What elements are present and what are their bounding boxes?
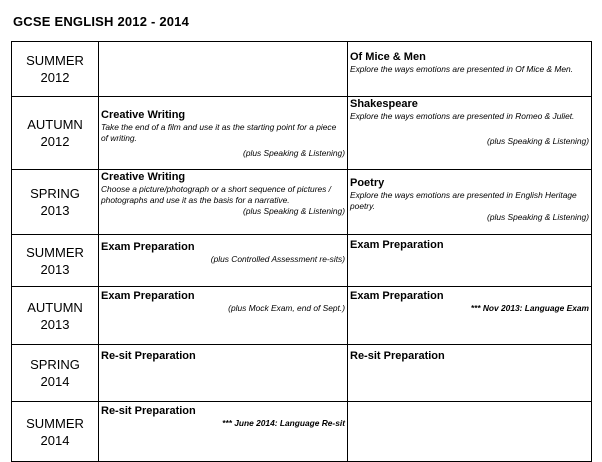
term-year: 2014 <box>40 374 70 389</box>
left-cell <box>99 287 348 345</box>
cell-heading: Re-sit Preparation <box>350 350 445 362</box>
table-row <box>12 345 592 402</box>
schedule-table <box>11 41 592 462</box>
right-cell <box>348 402 592 462</box>
left-cell <box>99 170 348 235</box>
cell-heading: Of Mice & Men <box>350 51 426 63</box>
cell-heading: Creative Writing <box>101 109 186 121</box>
table-row <box>12 287 592 345</box>
term-label: SPRING <box>30 186 80 201</box>
term-year: 2014 <box>40 432 70 448</box>
cell-note: *** Nov 2013: Language Exam <box>470 303 589 313</box>
cell-note: (plus Speaking & Listening) <box>243 206 345 216</box>
term-cell <box>12 235 99 287</box>
right-cell <box>348 97 592 170</box>
term-year: 2012 <box>40 134 70 149</box>
cell-description: Explore the ways emotions are presented in Romeo & Juliet. <box>350 111 575 121</box>
cell-note: *** June 2014: Language Re-sit <box>222 418 345 428</box>
table-row <box>12 97 592 170</box>
cell-heading: Exam Preparation <box>350 239 444 251</box>
cell-note: (plus Speaking & Listening) <box>487 212 589 222</box>
term-cell <box>12 42 99 97</box>
term-label: SUMMER <box>26 53 84 68</box>
cell-description: Explore the ways emotions are presented in English Heritage poetry. <box>350 190 577 211</box>
term-label: SPRING <box>30 357 80 372</box>
left-cell <box>99 97 348 170</box>
term-cell <box>12 402 99 462</box>
cell-heading: Re-sit Preparation <box>101 405 196 417</box>
term-label: AUTUMN <box>27 117 83 132</box>
term-cell <box>12 97 99 170</box>
cell-heading: Shakespeare <box>350 98 418 110</box>
term-year: 2013 <box>40 316 70 332</box>
term-cell <box>12 287 99 345</box>
term-label: SUMMER <box>26 415 84 431</box>
cell-description: Explore the ways emotions are presented in Of Mice & Men. <box>350 64 573 74</box>
left-cell <box>99 345 348 402</box>
cell-heading: Exam Preparation <box>350 290 444 302</box>
cell-note: (plus Mock Exam, end of Sept.) <box>228 303 345 313</box>
table-row <box>12 402 592 462</box>
term-year: 2013 <box>40 261 70 277</box>
term-label: AUTUMN <box>27 299 83 315</box>
table-row <box>12 170 592 235</box>
cell-description: Take the end of a film and use it as the starting point for a piece of writing. <box>101 122 337 143</box>
right-cell <box>348 287 592 345</box>
cell-note: (plus Speaking & Listening) <box>243 148 345 158</box>
cell-note: (plus Controlled Assessment re-sits) <box>210 254 345 264</box>
table-row <box>12 42 592 97</box>
table-row <box>12 235 592 287</box>
left-cell <box>99 42 348 97</box>
left-cell <box>99 235 348 287</box>
left-cell <box>99 402 348 462</box>
right-cell <box>348 345 592 402</box>
cell-heading: Exam Preparation <box>101 290 195 302</box>
cell-heading: Creative Writing <box>101 171 186 183</box>
cell-heading: Poetry <box>350 177 385 189</box>
right-cell <box>348 42 592 97</box>
right-cell <box>348 170 592 235</box>
page-title: GCSE ENGLISH 2012 - 2014 <box>13 14 190 29</box>
right-cell <box>348 235 592 287</box>
cell-heading: Exam Preparation <box>101 241 195 253</box>
term-cell <box>12 170 99 235</box>
term-cell <box>12 345 99 402</box>
term-year: 2013 <box>40 203 70 218</box>
cell-heading: Re-sit Preparation <box>101 350 196 362</box>
cell-note: (plus Speaking & Listening) <box>487 136 589 146</box>
term-year: 2012 <box>40 70 70 85</box>
term-label: SUMMER <box>26 244 84 260</box>
cell-description: Choose a picture/photograph or a short sequence of pictures / photographs and use it as the basis for a narrative. <box>101 184 331 205</box>
